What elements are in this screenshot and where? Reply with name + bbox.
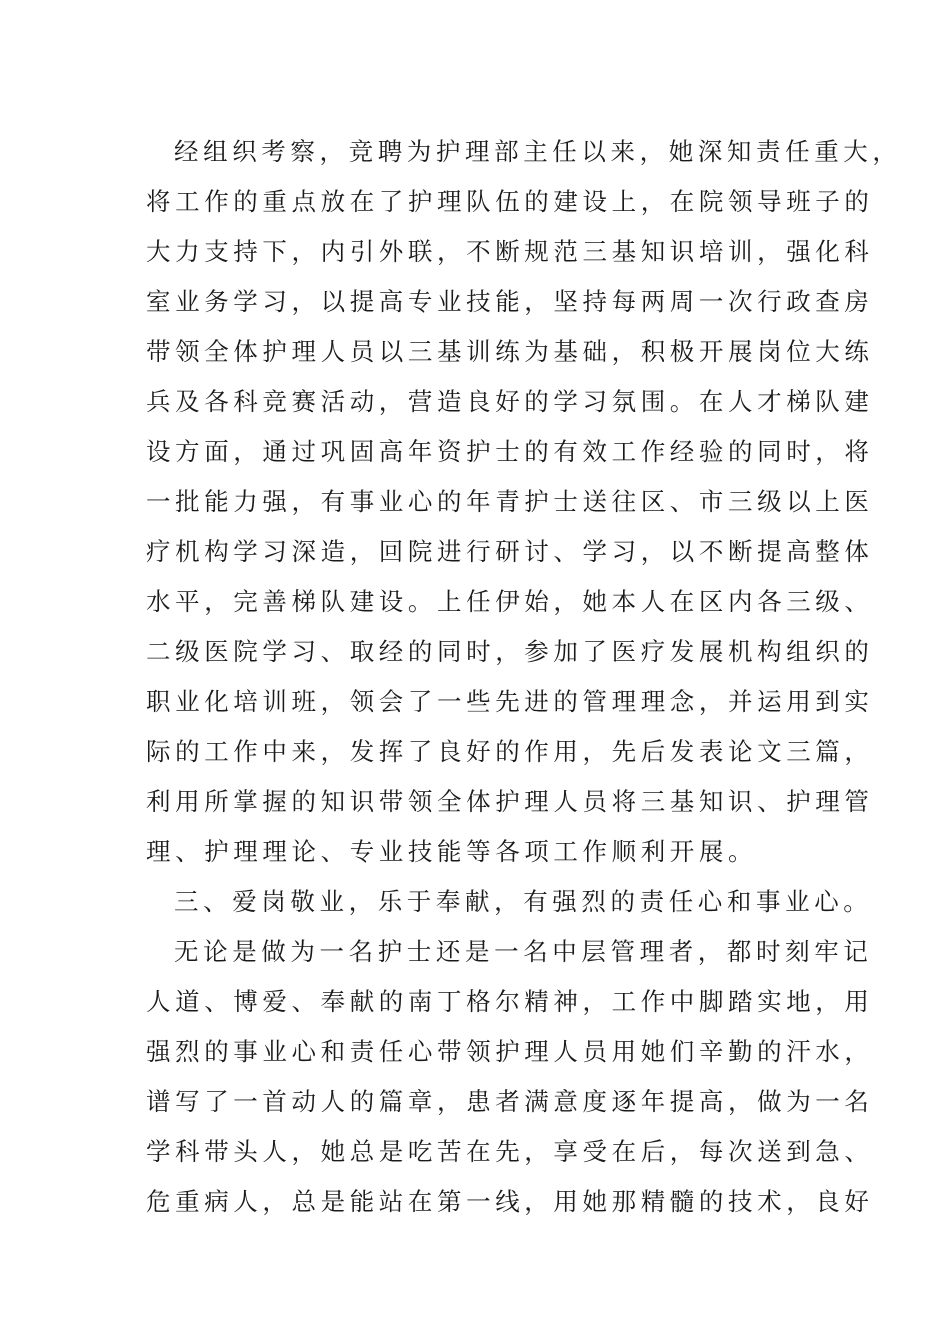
text-line: 学科带头人，她总是吃苦在先，享受在后，每次送到急、 xyxy=(146,1137,874,1166)
text-line: 兵及各科竞赛活动，营造良好的学习氛围。在人才梯队建 xyxy=(146,387,874,416)
text-line: 谱写了一首动人的篇章，患者满意度逐年提高，做为一名 xyxy=(146,1087,874,1116)
text-line: 人道、博爱、奉献的南丁格尔精神，工作中脚踏实地，用 xyxy=(146,987,874,1016)
text-line: 职业化培训班，领会了一些先进的管理理念，并运用到实 xyxy=(146,687,874,716)
text-line: 将工作的重点放在了护理队伍的建设上，在院领导班子的 xyxy=(146,187,874,216)
text-line: 二级医院学习、取经的同时，参加了医疗发展机构组织的 xyxy=(146,637,874,666)
text-line: 危重病人，总是能站在第一线，用她那精髓的技术，良好 xyxy=(146,1187,874,1216)
text-line: 经组织考察，竞聘为护理部主任以来，她深知责任重大， xyxy=(174,137,902,166)
body-text xyxy=(146,127,902,1227)
text-line: 利用所掌握的知识带领全体护理人员将三基知识、护理管 xyxy=(146,787,874,816)
text-line: 大力支持下，内引外联，不断规范三基知识培训，强化科 xyxy=(146,237,874,266)
text-line: 强烈的事业心和责任心带领护理人员用她们辛勤的汗水， xyxy=(146,1037,874,1066)
section-heading: 三、爱岗敬业，乐于奉献，有强烈的责任心和事业心。 xyxy=(174,887,873,916)
text-line: 理、护理理论、专业技能等各项工作顺利开展。 xyxy=(146,837,758,866)
text-line: 际的工作中来，发挥了良好的作用，先后发表论文三篇， xyxy=(146,737,874,766)
text-line: 设方面，通过巩固高年资护士的有效工作经验的同时，将 xyxy=(146,437,874,466)
text-line: 室业务学习，以提高专业技能，坚持每两周一次行政查房 xyxy=(146,287,874,316)
text-line: 水平，完善梯队建设。上任伊始，她本人在区内各三级、 xyxy=(146,587,874,616)
text-line: 带领全体护理人员以三基训练为基础，积极开展岗位大练 xyxy=(146,337,874,366)
text-line: 疗机构学习深造，回院进行研讨、学习，以不断提高整体 xyxy=(146,537,874,566)
text-line: 无论是做为一名护士还是一名中层管理者，都时刻牢记 xyxy=(174,937,873,966)
text-line: 一批能力强，有事业心的年青护士送往区、市三级以上医 xyxy=(146,487,874,516)
